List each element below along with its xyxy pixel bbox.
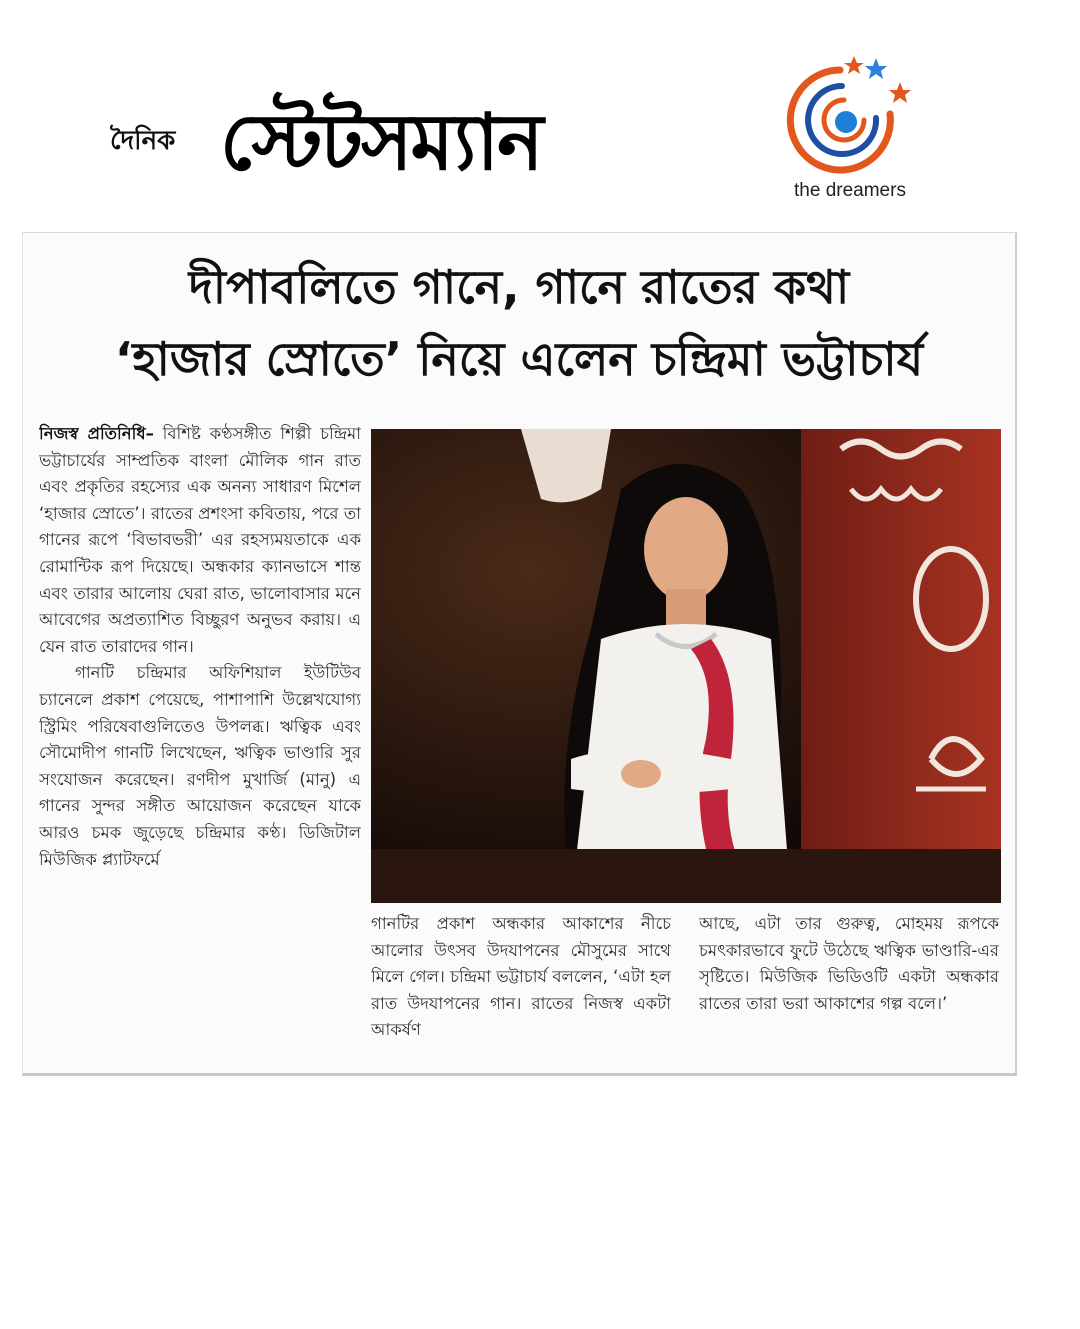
headline-line-2: ‘হাজার স্রোতে’ নিয়ে এলেন চন্দ্রিমা ভট্টাচার্য bbox=[114, 332, 924, 386]
newspaper-masthead bbox=[100, 60, 700, 200]
logo-text: the dreamers bbox=[794, 180, 906, 201]
article-column-1 bbox=[39, 421, 361, 1061]
singer-photo-image bbox=[371, 429, 1001, 903]
paragraph-1: বিশিষ্ট কণ্ঠসঙ্গীত শিল্পী চন্দ্রিমা ভট্টাচার্যের সাম্প্রতিক বাংলা মৌলিক গান রাত এবং প্রকৃতির রহস্যের এক অনন্য সাধারণ মিশেল ‘হাজার স্রোতে’। রাতের প্রশংসা কবিতায়, পরে তা গানের রূপে ‘বিভাবভরী’ এর রহস্যময়তাকে এক রোমান্টিক রূপ দিয়েছে। অন্ধকার ক্যানভাসে শান্ত এবং তারার আলোয় ঘেরা রাত, ভালোবাসার মনে আবেগের অপ্রত্যাশিত বিচ্ছুরণ অনুভব করায়। এ যেন রাত তারাদের গান। bbox=[39, 424, 361, 656]
newspaper-clipping bbox=[22, 232, 1017, 1076]
article-photo bbox=[371, 429, 1001, 903]
the-dreamers-logo bbox=[780, 52, 920, 212]
masthead-prefix: দৈনিক bbox=[110, 126, 176, 156]
paragraph-2: গানটি চন্দ্রিমার অফিশিয়াল ইউটিউব চ্যানেলে প্রকাশ পেয়েছে, পাশাপাশি উল্লেখযোগ্য স্ট্রিমিং পরিষেবাগুলিতেও উপলব্ধ। ঋত্বিক এবং সৌমোদীপ গানটি লিখেছেন, ঋত্বিক ভাণ্ডারি সুর সংযোজন করেছেন। রণদীপ মুখার্জি (মানু) এ গানের সুন্দর সঙ্গীত আয়োজন করেছেন যাকে আরও চমক জুড়েছে চন্দ্রিমার কণ্ঠ। ডিজিটাল মিউজিক প্ল্যাটফর্মে bbox=[39, 663, 361, 869]
headline-line-1: দীপাবলিতে গানে, গানে রাতের কথা bbox=[188, 260, 850, 314]
article-column-3: আছে, এটা তার গুরুত্ব, মোহময় রূপকে চমৎকারভাবে ফুটে উঠেছে ঋত্বিক ভাণ্ডারি-এর সৃষ্টিতে। মিউজিক ভিডিওটি একটা অন্ধকার রাতের তারা ভরা আকাশের গল্প বলে।’ bbox=[699, 914, 999, 1013]
article-column-2: গানটির প্রকাশ অন্ধকার আকাশের নীচে আলোর উৎসব উদযাপনের মৌসুমের সাথে মিলে গেল। চন্দ্রিমা ভট্টাচার্য বললেন, ‘এটা হল রাত উদযাপনের গান। রাতের নিজস্ব একটা আকর্ষণ bbox=[371, 914, 671, 1040]
swirl-logo-icon bbox=[780, 52, 920, 180]
masthead-title: স্টেটসম্যান bbox=[220, 97, 542, 188]
byline: নিজস্ব প্রতিনিধি– bbox=[39, 424, 154, 443]
